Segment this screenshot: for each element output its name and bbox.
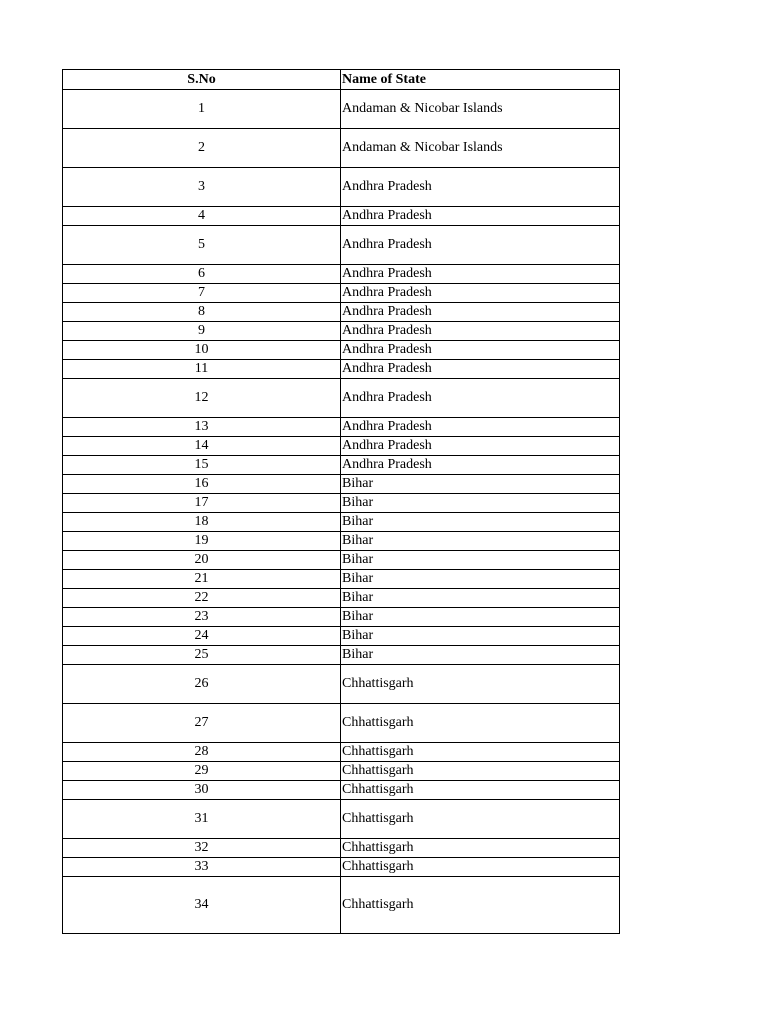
cell-sno[interactable]: 20 bbox=[63, 551, 341, 570]
table-row bbox=[63, 762, 620, 781]
table-row bbox=[63, 608, 620, 627]
table-row bbox=[63, 207, 620, 226]
cell-sno[interactable]: 34 bbox=[63, 877, 341, 934]
header-row bbox=[63, 70, 620, 90]
table-row bbox=[63, 360, 620, 379]
table-row bbox=[63, 570, 620, 589]
table-row bbox=[63, 494, 620, 513]
cell-state-name[interactable]: Chhattisgarh bbox=[341, 704, 620, 743]
cell-sno[interactable]: 29 bbox=[63, 762, 341, 781]
cell-sno[interactable]: 32 bbox=[63, 839, 341, 858]
cell-state-name[interactable]: Andhra Pradesh bbox=[341, 341, 620, 360]
cell-state-name[interactable]: Bihar bbox=[341, 551, 620, 570]
cell-state-name[interactable]: Bihar bbox=[341, 475, 620, 494]
table-row bbox=[63, 781, 620, 800]
cell-state-name[interactable]: Chhattisgarh bbox=[341, 781, 620, 800]
cell-state-name[interactable]: Andhra Pradesh bbox=[341, 207, 620, 226]
table-row bbox=[63, 877, 620, 934]
cell-state-name[interactable]: Bihar bbox=[341, 532, 620, 551]
cell-sno[interactable]: 6 bbox=[63, 265, 341, 284]
cell-sno[interactable]: 24 bbox=[63, 627, 341, 646]
cell-sno[interactable]: 31 bbox=[63, 800, 341, 839]
table-row bbox=[63, 704, 620, 743]
cell-sno[interactable]: 30 bbox=[63, 781, 341, 800]
table-row bbox=[63, 226, 620, 265]
table-row bbox=[63, 532, 620, 551]
column-header-sno[interactable]: S.No bbox=[63, 70, 341, 90]
table-row bbox=[63, 129, 620, 168]
cell-state-name[interactable]: Andhra Pradesh bbox=[341, 303, 620, 322]
cell-state-name[interactable]: Bihar bbox=[341, 646, 620, 665]
cell-state-name[interactable]: Andhra Pradesh bbox=[341, 322, 620, 341]
table-row bbox=[63, 627, 620, 646]
column-header-name[interactable]: Name of State bbox=[341, 70, 620, 90]
cell-state-name[interactable]: Andhra Pradesh bbox=[341, 168, 620, 207]
cell-state-name[interactable]: Bihar bbox=[341, 627, 620, 646]
cell-state-name[interactable]: Andhra Pradesh bbox=[341, 265, 620, 284]
state-table bbox=[62, 69, 620, 934]
cell-state-name[interactable]: Andaman & Nicobar Islands bbox=[341, 129, 620, 168]
cell-state-name[interactable]: Andhra Pradesh bbox=[341, 226, 620, 265]
cell-sno[interactable]: 8 bbox=[63, 303, 341, 322]
table-row bbox=[63, 839, 620, 858]
table-row bbox=[63, 665, 620, 704]
cell-sno[interactable]: 11 bbox=[63, 360, 341, 379]
cell-state-name[interactable]: Chhattisgarh bbox=[341, 877, 620, 934]
table-row bbox=[63, 513, 620, 532]
cell-sno[interactable]: 25 bbox=[63, 646, 341, 665]
table-row bbox=[63, 437, 620, 456]
cell-sno[interactable]: 7 bbox=[63, 284, 341, 303]
cell-sno[interactable]: 26 bbox=[63, 665, 341, 704]
table-row bbox=[63, 303, 620, 322]
table-row bbox=[63, 90, 620, 129]
cell-sno[interactable]: 19 bbox=[63, 532, 341, 551]
table-row bbox=[63, 284, 620, 303]
table-row bbox=[63, 168, 620, 207]
cell-state-name[interactable]: Chhattisgarh bbox=[341, 743, 620, 762]
cell-state-name[interactable]: Chhattisgarh bbox=[341, 800, 620, 839]
cell-sno[interactable]: 4 bbox=[63, 207, 341, 226]
table-row bbox=[63, 379, 620, 418]
table-row bbox=[63, 646, 620, 665]
cell-sno[interactable]: 3 bbox=[63, 168, 341, 207]
cell-sno[interactable]: 15 bbox=[63, 456, 341, 475]
cell-sno[interactable]: 18 bbox=[63, 513, 341, 532]
table-row bbox=[63, 475, 620, 494]
table-row bbox=[63, 456, 620, 475]
cell-state-name[interactable]: Chhattisgarh bbox=[341, 665, 620, 704]
cell-sno[interactable]: 21 bbox=[63, 570, 341, 589]
cell-sno[interactable]: 22 bbox=[63, 589, 341, 608]
table-row bbox=[63, 858, 620, 877]
table-row bbox=[63, 589, 620, 608]
cell-sno[interactable]: 2 bbox=[63, 129, 341, 168]
cell-state-name[interactable]: Bihar bbox=[341, 513, 620, 532]
cell-state-name[interactable]: Andhra Pradesh bbox=[341, 284, 620, 303]
table-row bbox=[63, 743, 620, 762]
cell-state-name[interactable]: Bihar bbox=[341, 570, 620, 589]
table-row bbox=[63, 265, 620, 284]
table-row bbox=[63, 551, 620, 570]
cell-sno[interactable]: 27 bbox=[63, 704, 341, 743]
cell-state-name[interactable]: Bihar bbox=[341, 589, 620, 608]
cell-state-name[interactable]: Andhra Pradesh bbox=[341, 456, 620, 475]
cell-state-name[interactable]: Andhra Pradesh bbox=[341, 418, 620, 437]
cell-sno[interactable]: 1 bbox=[63, 90, 341, 129]
cell-state-name[interactable]: Chhattisgarh bbox=[341, 858, 620, 877]
cell-sno[interactable]: 17 bbox=[63, 494, 341, 513]
cell-sno[interactable]: 33 bbox=[63, 858, 341, 877]
cell-sno[interactable]: 23 bbox=[63, 608, 341, 627]
cell-sno[interactable]: 10 bbox=[63, 341, 341, 360]
table-row bbox=[63, 341, 620, 360]
cell-sno[interactable]: 28 bbox=[63, 743, 341, 762]
table-body bbox=[63, 90, 620, 934]
cell-state-name[interactable]: Bihar bbox=[341, 494, 620, 513]
cell-sno[interactable]: 14 bbox=[63, 437, 341, 456]
cell-state-name[interactable]: Andhra Pradesh bbox=[341, 379, 620, 418]
cell-sno[interactable]: 16 bbox=[63, 475, 341, 494]
cell-state-name[interactable]: Andhra Pradesh bbox=[341, 437, 620, 456]
cell-state-name[interactable]: Bihar bbox=[341, 608, 620, 627]
table-row bbox=[63, 800, 620, 839]
cell-state-name[interactable]: Chhattisgarh bbox=[341, 839, 620, 858]
cell-state-name[interactable]: Chhattisgarh bbox=[341, 762, 620, 781]
cell-sno[interactable]: 12 bbox=[63, 379, 341, 418]
cell-sno[interactable]: 5 bbox=[63, 226, 341, 265]
table-row bbox=[63, 418, 620, 437]
cell-state-name[interactable]: Andhra Pradesh bbox=[341, 360, 620, 379]
cell-sno[interactable]: 9 bbox=[63, 322, 341, 341]
cell-sno[interactable]: 13 bbox=[63, 418, 341, 437]
cell-state-name[interactable]: Andaman & Nicobar Islands bbox=[341, 90, 620, 129]
table-row bbox=[63, 322, 620, 341]
